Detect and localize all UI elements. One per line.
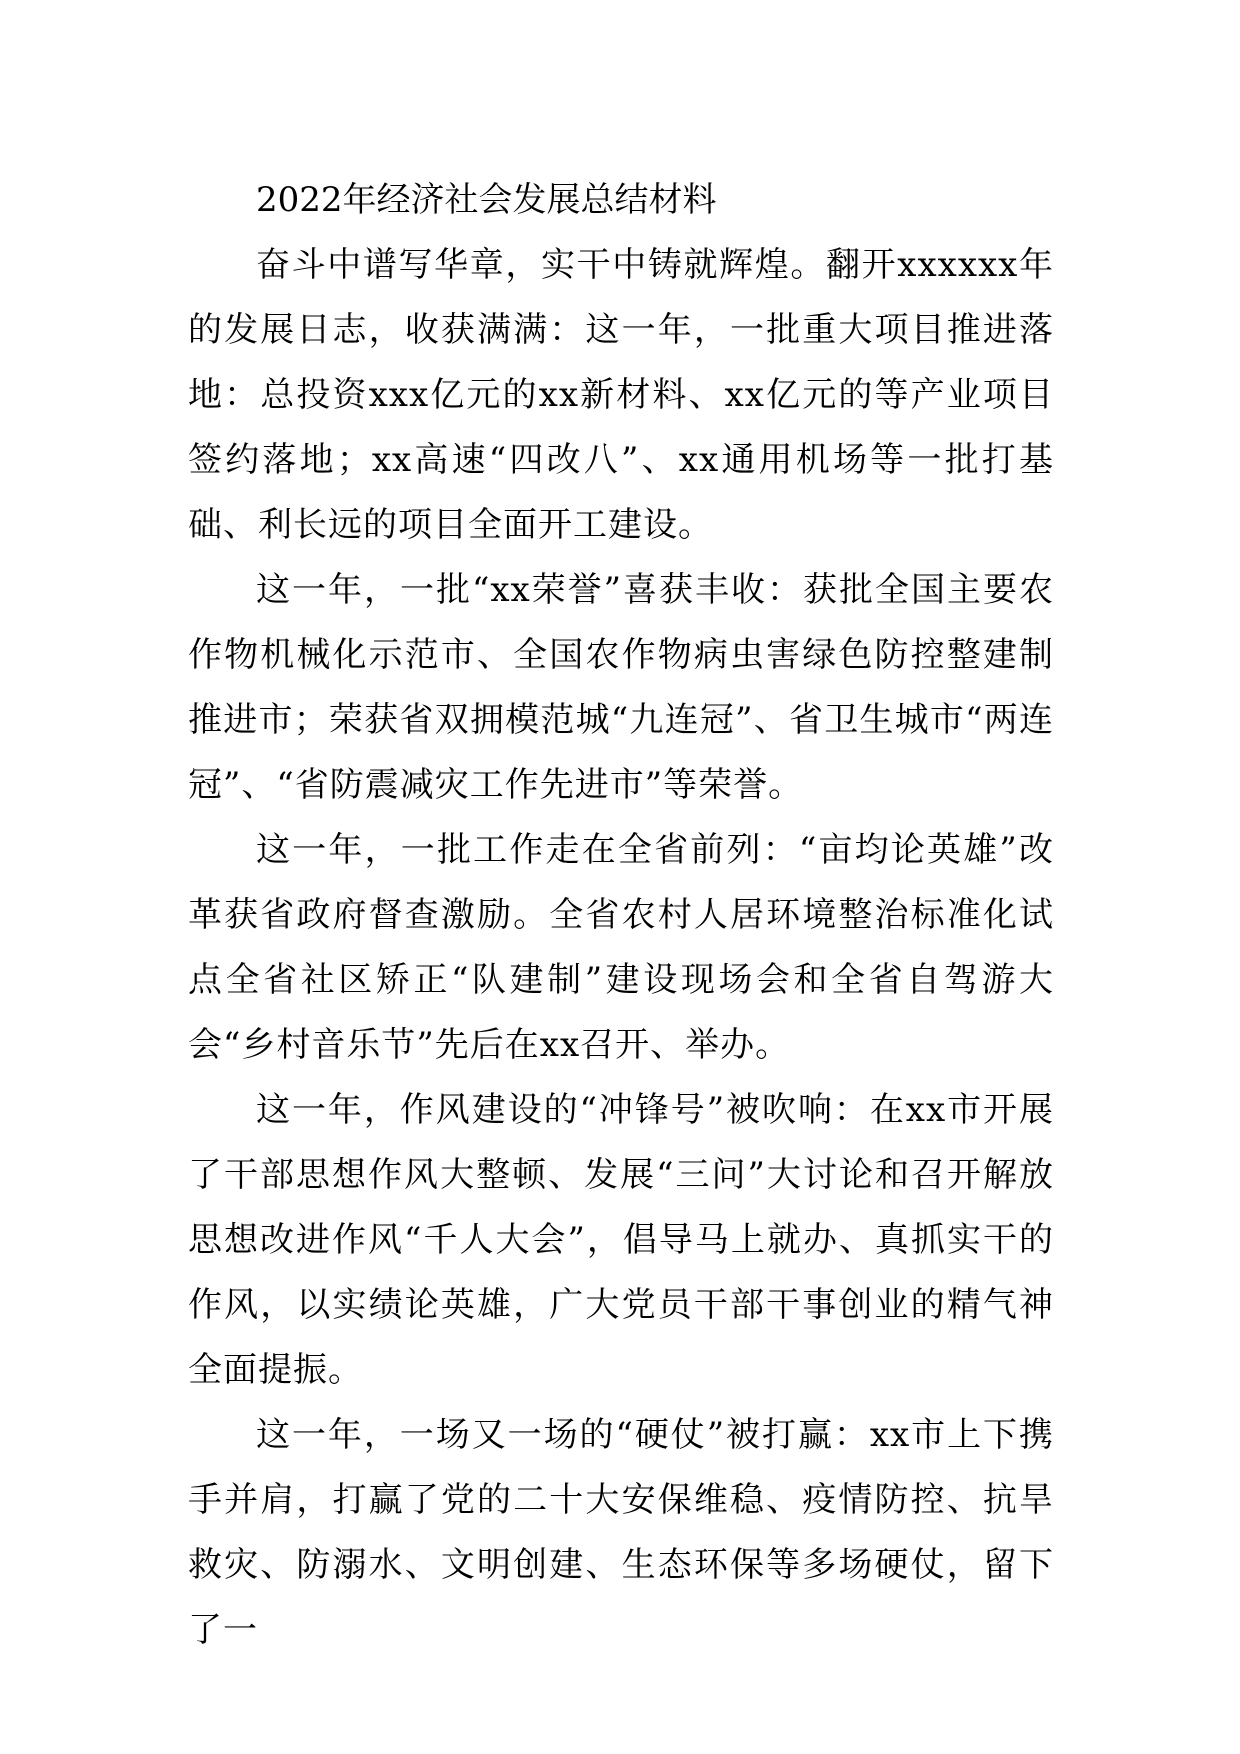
paragraph-4: 这一年，作风建设的“冲锋号”被吹响：在xx市开展了干部思想作风大整顿、发展“三问”大讨论和召开解放思想改进作风“千人大会”，倡导马上就办、真抓实干的作风，以实绩论英雄，广大党员干部干事创业的精气神全面提振。 bbox=[188, 1090, 1054, 1390]
paragraph-5: 这一年，一场又一场的“硬仗”被打赢：xx市上下携手并肩，打赢了党的二十大安保维稳、疫情防控、抗旱救灾、防溺水、文明创建、生态环保等多场硬仗，留下了一 bbox=[188, 1415, 1054, 1650]
paragraph-3: 这一年，一批工作走在全省前列：“亩均论英雄”改革获省政府督查激励。全省农村人居环境整治标准化试点全省社区矫正“队建制”建设现场会和全省自驾游大会“乡村音乐节”先后在xx召开、举办。 bbox=[188, 830, 1054, 1065]
paragraph-2: 这一年，一批“xx荣誉”喜获丰收：获批全国主要农作物机械化示范市、全国农作物病虫害绿色防控整建制推进市；荣获省双拥模范城“九连冠”、省卫生城市“两连冠”、“省防震减灾工作先进市”等荣誉。 bbox=[188, 570, 1054, 805]
paragraph-1: 奋斗中谱写华章，实干中铸就辉煌。翻开xxxxxx年的发展日志，收获满满：这一年，一批重大项目推进落地：总投资xxx亿元的xx新材料、xx亿元的等产业项目签约落地；xx高速“四改八”、xx通用机场等一批打基础、利长远的项目全面开工建设。 bbox=[188, 245, 1054, 545]
document-body bbox=[188, 168, 1054, 1663]
document-title: 2022年经济社会发展总结材料 bbox=[256, 180, 717, 220]
